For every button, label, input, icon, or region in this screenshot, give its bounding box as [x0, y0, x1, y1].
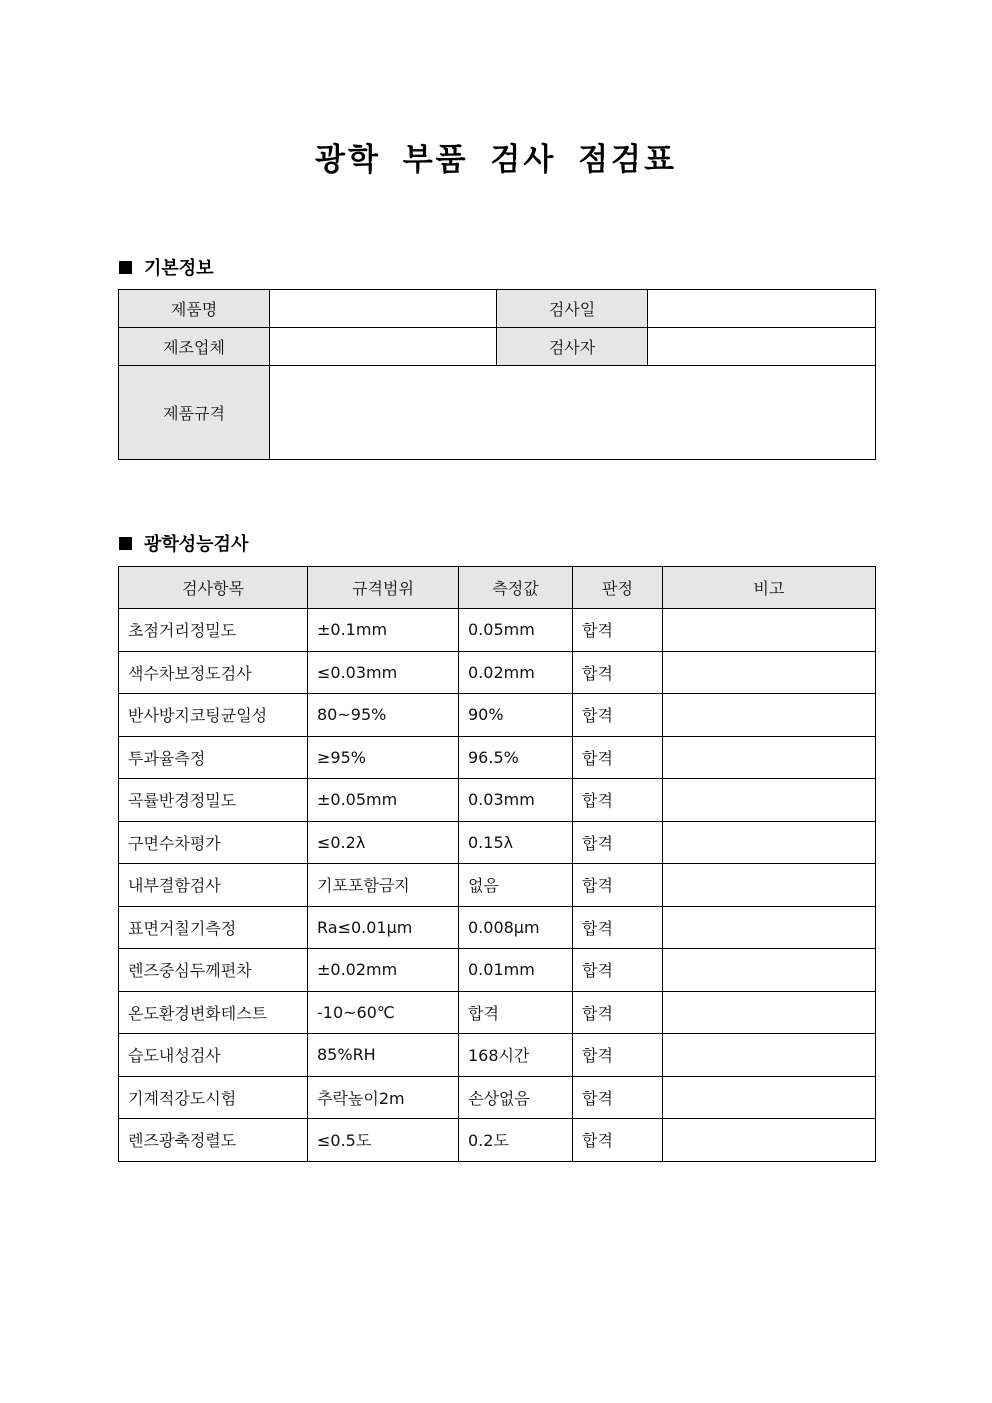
result-cell[interactable]: 합격	[573, 609, 663, 652]
spec-cell: 80~95%	[308, 694, 459, 737]
item-cell: 내부결함검사	[119, 864, 308, 907]
column-header-result: 판정	[573, 567, 663, 609]
item-cell: 구면수차평가	[119, 821, 308, 864]
spec-cell: ±0.02mm	[308, 949, 459, 992]
measured-cell[interactable]: 합격	[459, 991, 573, 1034]
manufacturer-label: 제조업체	[119, 328, 270, 366]
table-row	[119, 1119, 876, 1162]
item-cell: 곡률반경정밀도	[119, 779, 308, 822]
item-cell: 온도환경변화테스트	[119, 991, 308, 1034]
measured-cell[interactable]: 0.05mm	[459, 609, 573, 652]
spec-cell: Ra≤0.01μm	[308, 906, 459, 949]
basic-info-table	[118, 289, 876, 460]
result-cell[interactable]: 합격	[573, 864, 663, 907]
measured-cell[interactable]: 90%	[459, 694, 573, 737]
table-row	[119, 1076, 876, 1119]
result-cell[interactable]: 합격	[573, 906, 663, 949]
measured-cell[interactable]: 0.03mm	[459, 779, 573, 822]
column-header-remark: 비고	[663, 567, 876, 609]
square-bullet-icon	[119, 261, 132, 274]
remark-cell[interactable]	[663, 1034, 876, 1077]
table-row	[119, 949, 876, 992]
measured-cell[interactable]: 없음	[459, 864, 573, 907]
section-heading-basic-info	[119, 254, 214, 280]
remark-cell[interactable]	[663, 821, 876, 864]
manufacturer-field[interactable]	[270, 328, 497, 366]
table-row	[119, 991, 876, 1034]
remark-cell[interactable]	[663, 906, 876, 949]
column-header-measured: 측정값	[459, 567, 573, 609]
remark-cell[interactable]	[663, 651, 876, 694]
item-cell: 초점거리정밀도	[119, 609, 308, 652]
table-row	[119, 694, 876, 737]
result-cell[interactable]: 합격	[573, 1076, 663, 1119]
table-row	[119, 609, 876, 652]
remark-cell[interactable]	[663, 609, 876, 652]
spec-cell: ±0.1mm	[308, 609, 459, 652]
inspector-label: 검사자	[497, 328, 648, 366]
product-name-label: 제품명	[119, 290, 270, 328]
item-cell: 습도내성검사	[119, 1034, 308, 1077]
measured-cell[interactable]: 0.01mm	[459, 949, 573, 992]
column-header-spec: 규격범위	[308, 567, 459, 609]
table-row	[119, 736, 876, 779]
result-cell[interactable]: 합격	[573, 1034, 663, 1077]
remark-cell[interactable]	[663, 736, 876, 779]
table-row	[119, 1034, 876, 1077]
measured-cell[interactable]: 0.008μm	[459, 906, 573, 949]
inspection-date-label: 검사일	[497, 290, 648, 328]
spec-cell: ≥95%	[308, 736, 459, 779]
measured-cell[interactable]: 0.2도	[459, 1119, 573, 1162]
spec-cell: 85%RH	[308, 1034, 459, 1077]
square-bullet-icon	[119, 537, 132, 550]
section-title: 광학성능검사	[144, 534, 249, 555]
measured-cell[interactable]: 168시간	[459, 1034, 573, 1077]
result-cell[interactable]: 합격	[573, 651, 663, 694]
measured-cell[interactable]: 96.5%	[459, 736, 573, 779]
table-row	[119, 651, 876, 694]
column-header-item: 검사항목	[119, 567, 308, 609]
spec-cell: -10~60℃	[308, 991, 459, 1034]
inspector-field[interactable]	[648, 328, 876, 366]
remark-cell[interactable]	[663, 694, 876, 737]
spec-cell: 추락높이2m	[308, 1076, 459, 1119]
remark-cell[interactable]	[663, 864, 876, 907]
result-cell[interactable]: 합격	[573, 991, 663, 1034]
item-cell: 렌즈광축정렬도	[119, 1119, 308, 1162]
table-row	[119, 906, 876, 949]
remark-cell[interactable]	[663, 779, 876, 822]
table-row	[119, 290, 876, 328]
measured-cell[interactable]: 0.15λ	[459, 821, 573, 864]
product-spec-field[interactable]	[270, 366, 876, 460]
measured-cell[interactable]: 손상없음	[459, 1076, 573, 1119]
remark-cell[interactable]	[663, 1119, 876, 1162]
result-cell[interactable]: 합격	[573, 821, 663, 864]
table-row	[119, 821, 876, 864]
remark-cell[interactable]	[663, 949, 876, 992]
item-cell: 기계적강도시험	[119, 1076, 308, 1119]
spec-cell: 기포포함금지	[308, 864, 459, 907]
item-cell: 색수차보정도검사	[119, 651, 308, 694]
product-spec-label: 제품규격	[119, 366, 270, 460]
result-cell[interactable]: 합격	[573, 949, 663, 992]
inspection-date-field[interactable]	[648, 290, 876, 328]
spec-cell: ≤0.2λ	[308, 821, 459, 864]
result-cell[interactable]: 합격	[573, 736, 663, 779]
spec-cell: ≤0.03mm	[308, 651, 459, 694]
measured-cell[interactable]: 0.02mm	[459, 651, 573, 694]
table-row	[119, 864, 876, 907]
section-title: 기본정보	[144, 258, 214, 279]
item-cell: 투과율측정	[119, 736, 308, 779]
remark-cell[interactable]	[663, 991, 876, 1034]
spec-cell: ±0.05mm	[308, 779, 459, 822]
result-cell[interactable]: 합격	[573, 779, 663, 822]
remark-cell[interactable]	[663, 1076, 876, 1119]
table-row	[119, 328, 876, 366]
section-heading-optical-test	[119, 530, 248, 556]
product-name-field[interactable]	[270, 290, 497, 328]
result-cell[interactable]: 합격	[573, 1119, 663, 1162]
table-row	[119, 366, 876, 460]
result-cell[interactable]: 합격	[573, 694, 663, 737]
item-cell: 렌즈중심두께편차	[119, 949, 308, 992]
optical-test-table	[118, 566, 876, 1162]
page-title: 광학 부품 검사 점검표	[315, 142, 677, 178]
table-row	[119, 779, 876, 822]
spec-cell: ≤0.5도	[308, 1119, 459, 1162]
table-header-row	[119, 567, 876, 609]
item-cell: 반사방지코팅균일성	[119, 694, 308, 737]
item-cell: 표면거칠기측정	[119, 906, 308, 949]
